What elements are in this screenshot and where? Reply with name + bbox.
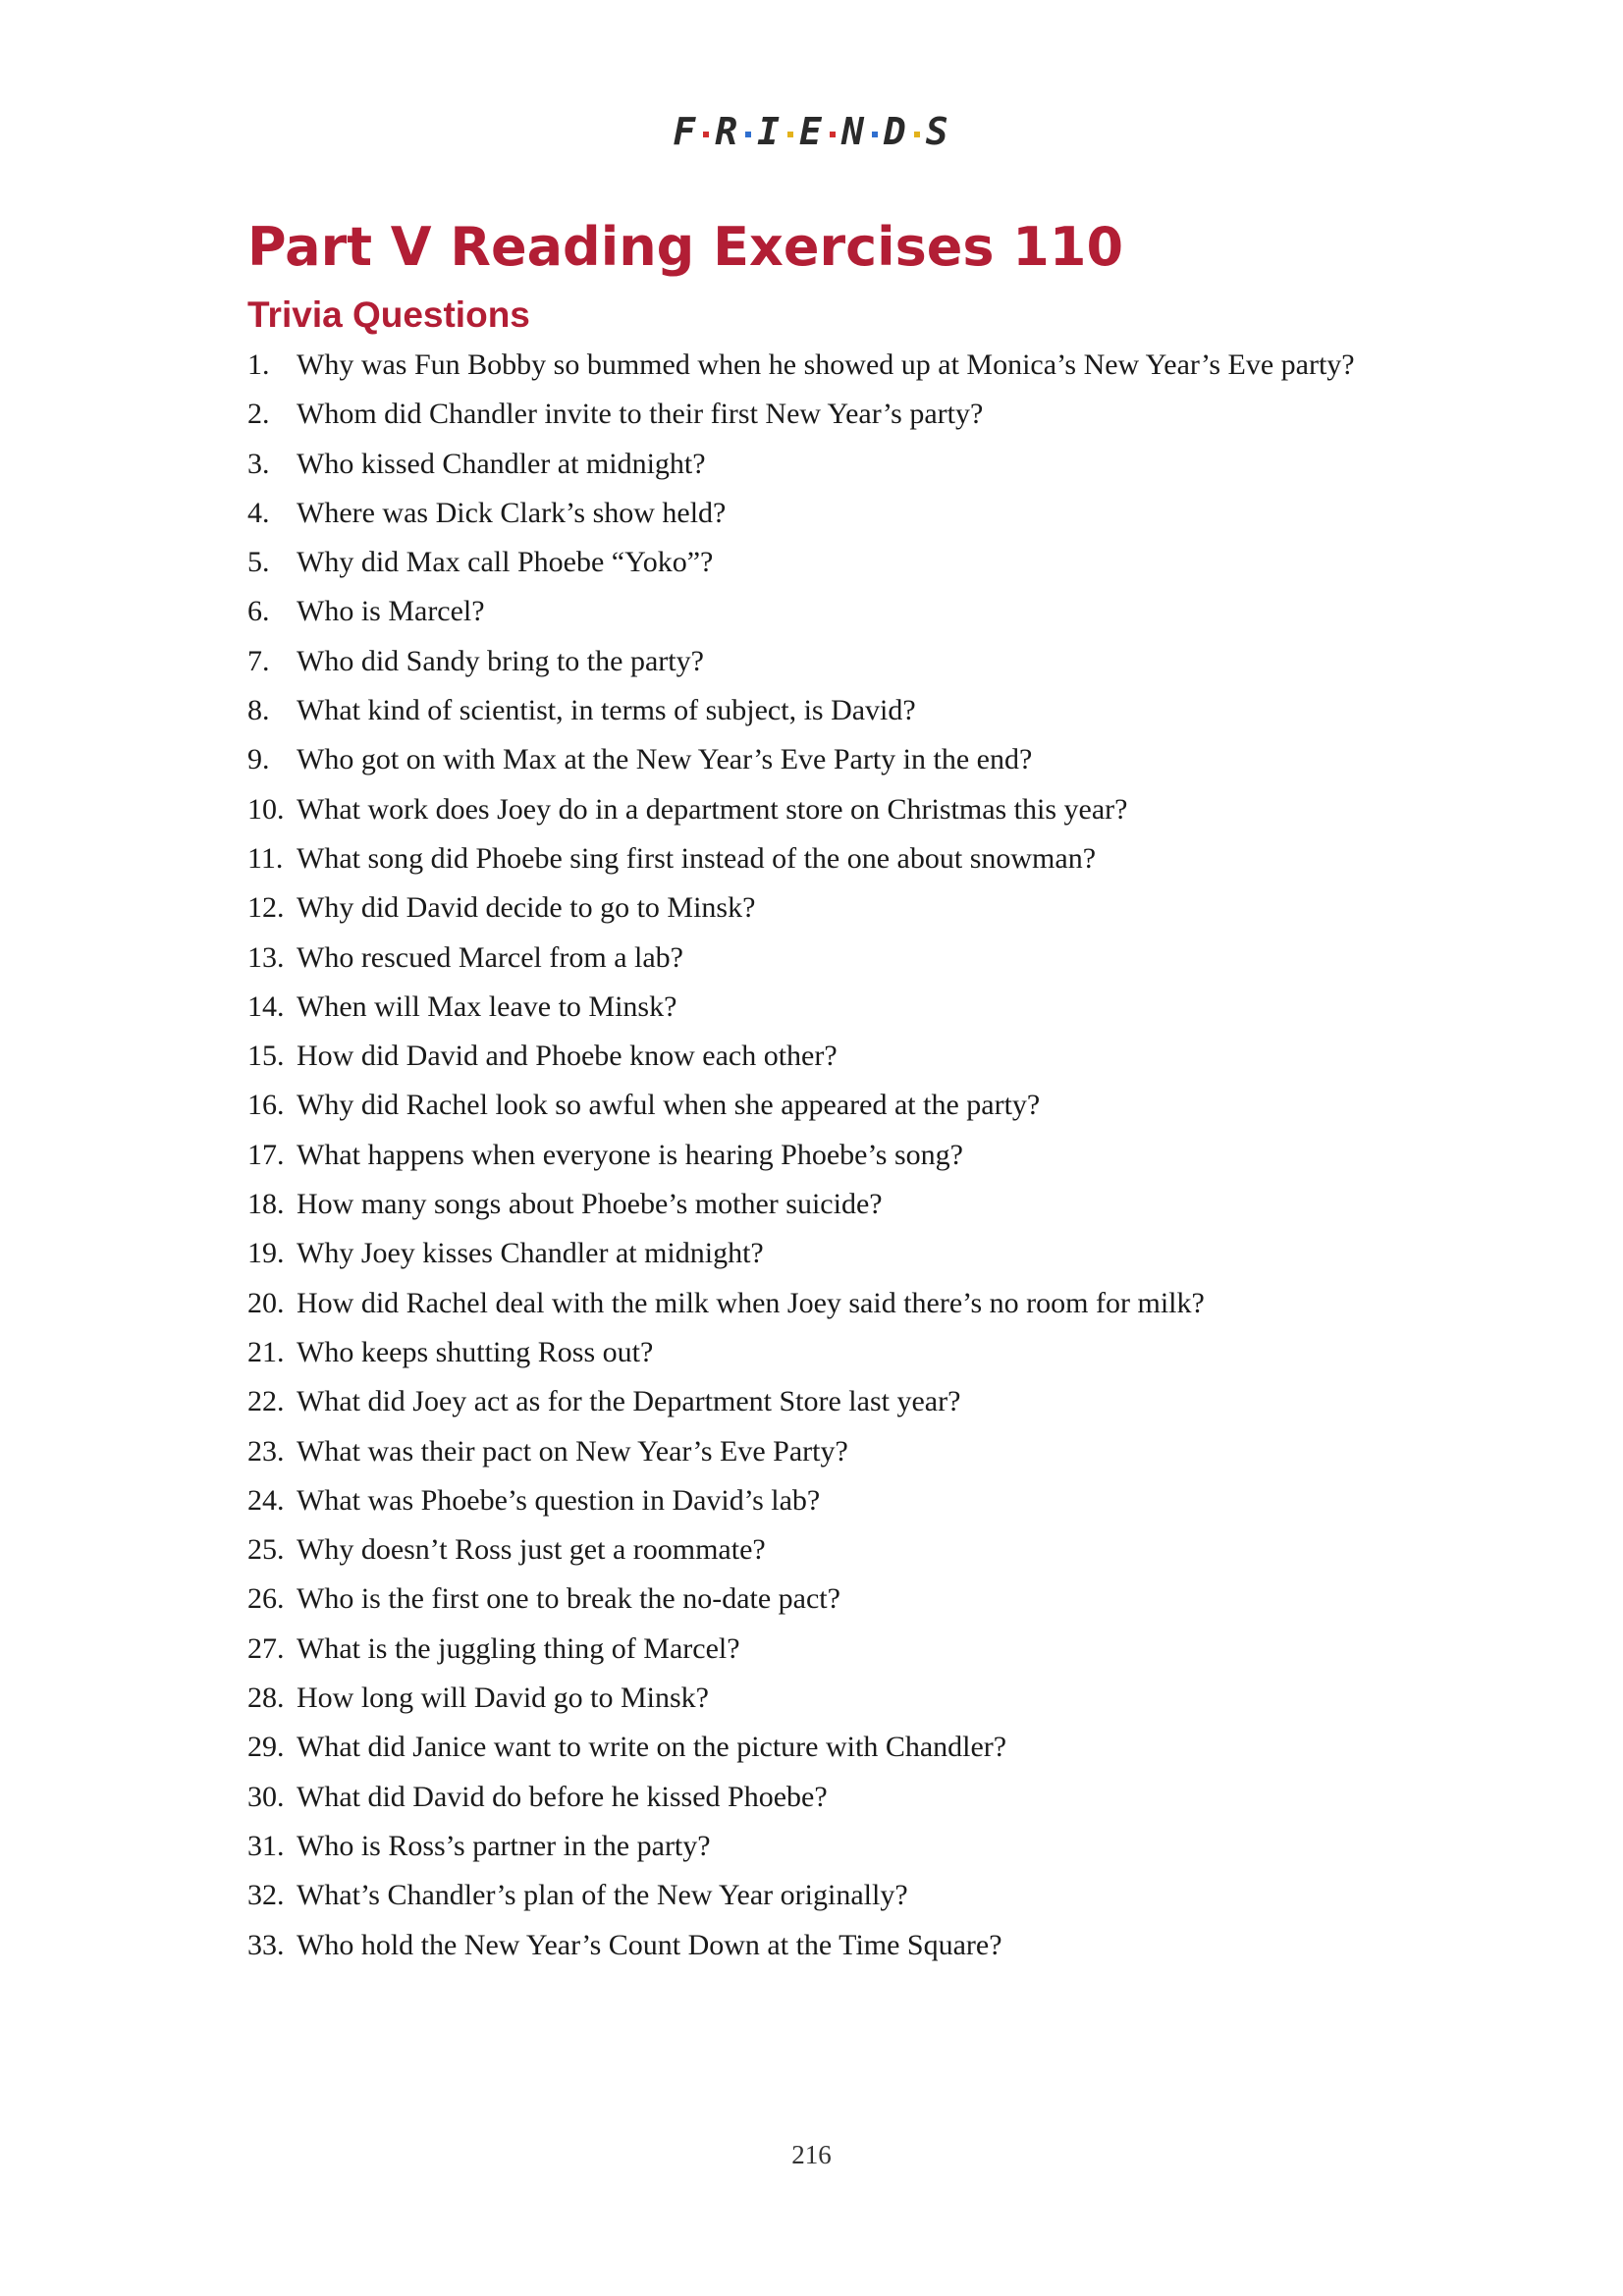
question-text: Why Joey kisses Chandler at midnight? <box>297 1237 764 1270</box>
question-text: What’s Chandler’s plan of the New Year originally? <box>297 1879 908 1912</box>
question-text: What kind of scientist, in terms of subject, is David? <box>297 694 916 727</box>
question-text: How did David and Phoebe know each other? <box>297 1040 838 1073</box>
question-number: 31. <box>247 1829 285 1862</box>
question-text: How many songs about Phoebe’s mother suicide? <box>297 1188 883 1221</box>
question-text: Whom did Chandler invite to their first New Year’s party? <box>297 398 984 431</box>
question-number: 18. <box>247 1188 285 1221</box>
question-number: 27. <box>247 1631 285 1665</box>
logo-letter: D <box>883 110 908 153</box>
question-number: 23. <box>247 1434 285 1468</box>
question-number: 15. <box>247 1040 285 1073</box>
question-number: 2. <box>247 398 270 431</box>
logo-letter: I <box>757 110 783 153</box>
logo-letter: S <box>925 110 950 153</box>
question-item <box>247 637 1426 686</box>
question-number: 20. <box>247 1286 285 1319</box>
question-number: 8. <box>247 694 270 727</box>
logo-dot <box>787 132 793 137</box>
question-text: Why did Max call Phoebe “Yoko”? <box>297 546 714 579</box>
question-item <box>247 1674 1426 1723</box>
question-text: What happens when everyone is hearing Phoebe’s song? <box>297 1138 963 1171</box>
question-number: 6. <box>247 595 270 628</box>
question-item <box>247 1871 1426 1920</box>
question-item <box>247 1427 1426 1476</box>
logo-dot <box>703 132 709 137</box>
question-text: Who kissed Chandler at midnight? <box>297 447 706 480</box>
logo-dot <box>872 132 878 137</box>
question-number: 12. <box>247 891 285 925</box>
question-text: How did Rachel deal with the milk when Joey said there’s no room for milk? <box>297 1286 1205 1319</box>
question-item <box>247 1081 1426 1130</box>
question-item <box>247 341 1426 390</box>
question-text: Who did Sandy bring to the party? <box>297 644 704 677</box>
question-item <box>247 686 1426 735</box>
question-number: 11. <box>247 841 284 875</box>
question-text: How long will David go to Minsk? <box>297 1682 709 1715</box>
question-text: What was their pact on New Year’s Eve Party? <box>297 1434 848 1468</box>
question-text: Who is the first one to break the no-date pact? <box>297 1582 840 1616</box>
question-item <box>247 1032 1426 1081</box>
question-item <box>247 1723 1426 1772</box>
question-text: What was Phoebe’s question in David’s lab? <box>297 1483 821 1517</box>
question-number: 14. <box>247 989 285 1023</box>
question-number: 16. <box>247 1089 285 1122</box>
question-item <box>247 440 1426 489</box>
question-item <box>247 934 1426 983</box>
question-text: Why doesn’t Ross just get a roommate? <box>297 1533 766 1567</box>
section-title: Trivia Questions <box>247 294 530 335</box>
question-number: 32. <box>247 1879 285 1912</box>
logo-letter: R <box>715 110 740 153</box>
question-item <box>247 1625 1426 1674</box>
question-number: 19. <box>247 1237 285 1270</box>
question-item <box>247 489 1426 538</box>
question-text: When will Max leave to Minsk? <box>297 989 677 1023</box>
question-number: 17. <box>247 1138 285 1171</box>
question-item <box>247 1921 1426 1970</box>
logo-dot <box>745 132 751 137</box>
logo-letter: N <box>840 110 866 153</box>
question-text: Why did David decide to go to Minsk? <box>297 891 756 925</box>
question-number: 25. <box>247 1533 285 1567</box>
logo-letter: F <box>673 110 698 153</box>
question-text: Where was Dick Clark’s show held? <box>297 496 727 529</box>
logo-dot <box>914 132 920 137</box>
question-item <box>247 390 1426 439</box>
part-title: Part V Reading Exercises 110 <box>247 216 1124 278</box>
friends-logo <box>0 110 1623 153</box>
question-number: 26. <box>247 1582 285 1616</box>
question-number: 10. <box>247 792 285 826</box>
question-text: Who keeps shutting Ross out? <box>297 1335 654 1368</box>
question-text: What song did Phoebe sing first instead of the one about snowman? <box>297 841 1097 875</box>
question-number: 33. <box>247 1928 285 1961</box>
question-item <box>247 1525 1426 1575</box>
question-item <box>247 735 1426 784</box>
question-text: Who hold the New Year’s Count Down at the Time Square? <box>297 1928 1002 1961</box>
question-item <box>247 1131 1426 1180</box>
question-text: What did Joey act as for the Department Store last year? <box>297 1385 961 1418</box>
question-text: Why did Rachel look so awful when she appeared at the party? <box>297 1089 1041 1122</box>
question-item <box>247 1822 1426 1871</box>
question-number: 7. <box>247 644 270 677</box>
question-item <box>247 1377 1426 1426</box>
question-item <box>247 785 1426 834</box>
question-item <box>247 538 1426 587</box>
question-number: 29. <box>247 1731 285 1764</box>
question-item <box>247 1476 1426 1525</box>
question-text: What did Janice want to write on the picture with Chandler? <box>297 1731 1007 1764</box>
question-item <box>247 883 1426 933</box>
question-text: Who is Ross’s partner in the party? <box>297 1829 711 1862</box>
question-text: Who got on with Max at the New Year’s Eve Party in the end? <box>297 743 1033 776</box>
question-number: 1. <box>247 348 270 381</box>
question-number: 13. <box>247 940 285 974</box>
question-item <box>247 834 1426 883</box>
question-text: Who rescued Marcel from a lab? <box>297 940 683 974</box>
question-number: 22. <box>247 1385 285 1418</box>
question-text: Who is Marcel? <box>297 595 485 628</box>
question-number: 21. <box>247 1335 285 1368</box>
question-text: Why was Fun Bobby so bummed when he showed up at Monica’s New Year’s Eve party? <box>297 348 1355 381</box>
logo-dot <box>830 132 836 137</box>
question-number: 30. <box>247 1780 285 1813</box>
question-item <box>247 1328 1426 1377</box>
question-number: 24. <box>247 1483 285 1517</box>
question-number: 5. <box>247 546 270 579</box>
question-item <box>247 1180 1426 1229</box>
question-item <box>247 587 1426 636</box>
question-text: What work does Joey do in a department store on Christmas this year? <box>297 792 1128 826</box>
question-item <box>247 1575 1426 1624</box>
question-number: 28. <box>247 1682 285 1715</box>
question-number: 3. <box>247 447 270 480</box>
question-text: What is the juggling thing of Marcel? <box>297 1631 740 1665</box>
question-number: 4. <box>247 496 270 529</box>
question-number: 9. <box>247 743 270 776</box>
question-item <box>247 983 1426 1032</box>
page-number: 216 <box>791 2140 832 2169</box>
question-item <box>247 1279 1426 1328</box>
question-item <box>247 1229 1426 1278</box>
logo-letter: E <box>799 110 824 153</box>
question-item <box>247 1773 1426 1822</box>
question-text: What did David do before he kissed Phoebe? <box>297 1780 828 1813</box>
question-list <box>247 341 1426 1970</box>
